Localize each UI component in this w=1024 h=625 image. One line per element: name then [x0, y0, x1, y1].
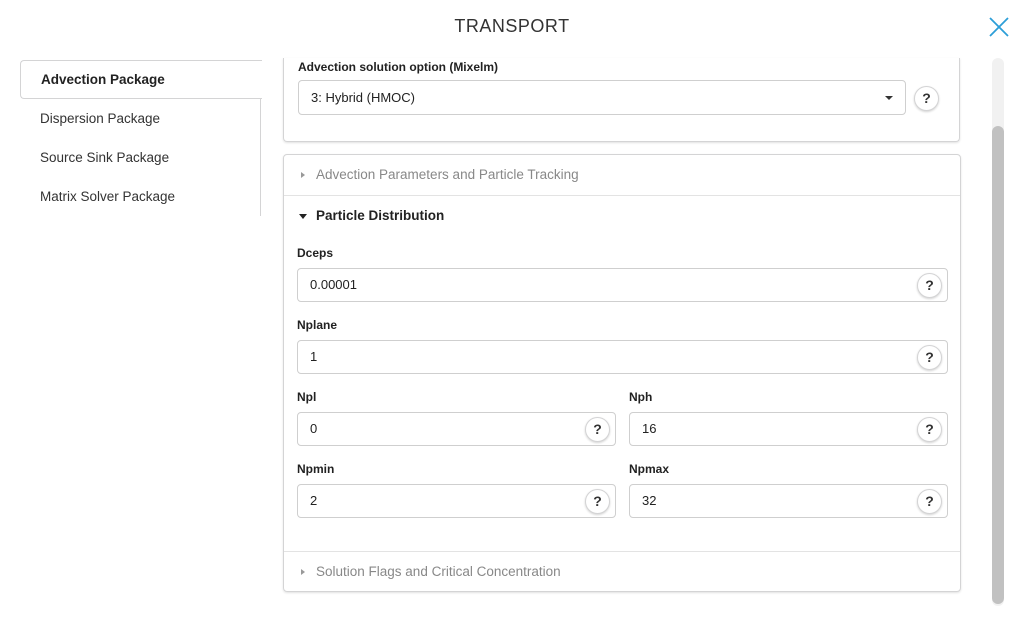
npmin-input[interactable]	[297, 484, 616, 518]
npl-help-button[interactable]: ?	[585, 417, 610, 442]
npmax-input[interactable]	[629, 484, 948, 518]
nplane-label: Nplane	[297, 318, 338, 332]
caret-right-icon	[301, 569, 305, 575]
main-content	[270, 58, 975, 625]
mixelm-select[interactable]	[298, 80, 906, 115]
npmax-label: Npmax	[629, 462, 670, 476]
sidebar-item-source-sink-package[interactable]: Source Sink Package	[40, 150, 170, 165]
npl-value: 0	[310, 421, 318, 436]
accordion-title-label: Solution Flags and Critical Concentration	[316, 564, 561, 579]
nph-help-button[interactable]: ?	[917, 417, 942, 442]
accordion-title-solution-flags[interactable]	[284, 552, 960, 592]
sidebar-item-advection-package[interactable]: Advection Package	[20, 60, 262, 99]
npmax-value: 32	[642, 493, 657, 508]
sidebar-item-matrix-solver-package[interactable]: Matrix Solver Package	[40, 189, 176, 204]
accordion-title-label: Particle Distribution	[316, 208, 445, 223]
dceps-label: Dceps	[297, 246, 334, 260]
sidebar-item-dispersion-package[interactable]: Dispersion Package	[40, 111, 161, 126]
nph-value: 16	[642, 421, 657, 436]
mixelm-label: Advection solution option (Mixelm)	[298, 60, 498, 74]
dceps-input[interactable]	[297, 268, 948, 302]
dceps-help-button[interactable]: ?	[917, 273, 942, 298]
npmin-help-button[interactable]: ?	[585, 489, 610, 514]
close-button[interactable]	[986, 14, 1012, 40]
npl-label: Npl	[297, 390, 317, 404]
nplane-input[interactable]	[297, 340, 948, 374]
mixelm-help-button[interactable]: ?	[914, 86, 939, 111]
sidebar-menu	[20, 60, 261, 216]
accordion-title-particle-distribution[interactable]	[284, 196, 960, 236]
npl-input[interactable]	[297, 412, 616, 446]
scrollbar-thumb[interactable]	[992, 126, 1004, 604]
npmax-help-button[interactable]: ?	[917, 489, 942, 514]
mixelm-selected-value: 3: Hybrid (HMOC)	[311, 90, 416, 105]
dceps-value: 0.00001	[310, 277, 357, 292]
advection-accordion	[283, 154, 961, 592]
caret-down-icon	[299, 214, 307, 219]
nplane-help-button[interactable]: ?	[917, 345, 942, 370]
advection-option-card	[283, 58, 960, 142]
nph-input[interactable]	[629, 412, 948, 446]
npmin-value: 2	[310, 493, 318, 508]
npmin-label: Npmin	[297, 462, 335, 476]
caret-right-icon	[301, 172, 305, 178]
nplane-value: 1	[310, 349, 318, 364]
nph-label: Nph	[629, 390, 653, 404]
accordion-title-advection-parameters[interactable]	[284, 155, 960, 195]
accordion-title-label: Advection Parameters and Particle Tracking	[316, 167, 579, 182]
modal-title: TRANSPORT	[454, 16, 570, 36]
close-icon	[986, 14, 1012, 40]
dropdown-caret-icon	[885, 96, 893, 100]
